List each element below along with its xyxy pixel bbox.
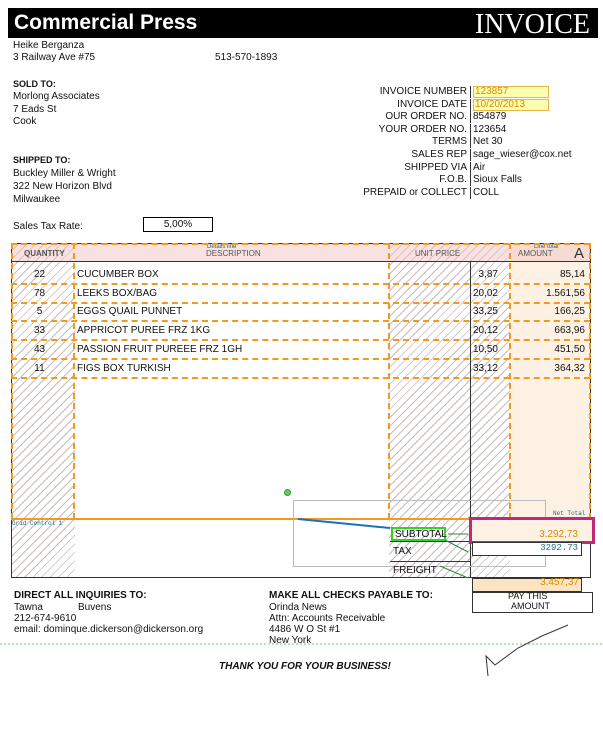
detail-value[interactable]: Net 30: [473, 136, 503, 148]
col-unit-price: UNIT PRICE: [415, 249, 461, 258]
tax-value[interactable]: 3292.73: [472, 542, 582, 556]
cell-unit-price: 33,25: [472, 306, 498, 318]
inquiries-email: email: dominque.dickerson@dickerson.org: [14, 624, 204, 635]
payable-city: New York: [269, 635, 312, 646]
detail-label: YOUR ORDER NO.: [378, 123, 467, 135]
connector-line: [298, 519, 390, 528]
company-contact: Heike Berganza: [13, 40, 85, 51]
pay-label-2: AMOUNT: [511, 601, 550, 611]
payable-name: Orinda News: [269, 602, 327, 613]
tax-rate-field[interactable]: 5,00%: [143, 217, 213, 232]
tax-label: TAX: [393, 546, 412, 557]
a-mark: A: [574, 245, 585, 262]
cell-description: PASSION FRUIT PUREEE FRZ 1GH: [77, 343, 243, 355]
thank-you: THANK YOU FOR YOUR BUSINESS!: [219, 661, 391, 672]
detail-value[interactable]: Sioux Falls: [473, 174, 522, 186]
freight-label: FREIGHT: [393, 565, 437, 576]
line-total-tag: Line total: [534, 244, 559, 250]
detail-label: SALES REP: [411, 149, 467, 160]
cell-unit-price: 20,02: [472, 287, 498, 299]
net-total-tag: Net Total: [553, 510, 586, 517]
detail-value[interactable]: 854879: [473, 111, 507, 123]
inquiries-last: Buvens: [78, 602, 112, 613]
cell-quantity: 78: [33, 287, 46, 299]
detail-label: INVOICE NUMBER: [379, 86, 467, 97]
cell-description: EGGS QUAIL PUNNET: [77, 306, 183, 318]
detail-label: SHIPPED VIA: [404, 161, 467, 173]
payable-label: MAKE ALL CHECKS PAYABLE TO:: [269, 590, 433, 601]
cell-amount: 1.561,56: [546, 287, 585, 299]
inquiries-first: Tawna: [14, 602, 43, 613]
sold-to-city: Cook: [13, 116, 37, 127]
invoice-title: INVOICE: [474, 9, 590, 40]
col-quantity: QUANTITY: [24, 249, 65, 258]
cell-amount: 364,32: [554, 362, 585, 374]
detail-value[interactable]: COLL: [473, 186, 500, 198]
detail-label: PREPAID or COLLECT: [363, 186, 467, 198]
signature-mark: [486, 625, 568, 676]
detail-value[interactable]: sage_wieser@cox.net: [473, 149, 572, 160]
company-address: 3 Railway Ave #75: [13, 52, 96, 63]
cell-description: FIGS BOX TURKISH: [77, 362, 171, 374]
subtotal-value[interactable]: 3.292,73: [469, 517, 595, 544]
shipped-to-name: Buckley Miller & Wright: [13, 168, 116, 179]
sold-to-street: 7 Eads St: [13, 104, 57, 115]
connector-freight: [440, 566, 468, 578]
shipped-to-label: SHIPPED TO:: [13, 155, 71, 165]
sold-to-label: SOLD TO:: [13, 79, 56, 89]
details-line-tag: Details line: [207, 244, 237, 250]
company-name: Commercial Press: [14, 11, 198, 34]
detail-value[interactable]: 123857: [473, 86, 549, 98]
inquiries-phone: 212-674-9610: [14, 613, 77, 624]
pay-label-1: PAY THIS: [508, 591, 548, 601]
cell-description: LEEKS BOX/BAG: [77, 287, 158, 299]
detail-label: F.O.B.: [439, 174, 467, 186]
cell-unit-price: 3,87: [478, 269, 498, 280]
cell-quantity: 5: [36, 306, 43, 318]
detail-label: TERMS: [432, 136, 467, 148]
col-description: DESCRIPTION: [206, 249, 261, 258]
connector-tax: [445, 540, 468, 552]
subtotal-label: SUBTOTAL: [391, 527, 446, 541]
detail-value[interactable]: 123654: [473, 123, 507, 135]
cell-amount: 166,25: [554, 306, 585, 318]
cell-description: CUCUMBER BOX: [77, 269, 159, 280]
payable-street: 4486 W O St #1: [269, 624, 341, 635]
total-value[interactable]: 3.457,37: [540, 577, 579, 588]
cell-amount: 85,14: [559, 269, 585, 280]
cell-quantity: 11: [34, 362, 45, 374]
grid-control-tag: Grid Control 1: [12, 520, 63, 527]
cell-unit-price: 10,50: [472, 343, 498, 355]
detail-label: INVOICE DATE: [397, 98, 467, 110]
detail-label: OUR ORDER NO.: [385, 111, 467, 123]
payable-attn: Attn: Accounts Receivable: [269, 613, 386, 624]
col-amount: AMOUNT: [518, 249, 553, 258]
cell-amount: 451,50: [554, 343, 585, 355]
inquiries-label: DIRECT ALL INQUIRIES TO:: [14, 590, 147, 601]
cell-unit-price: 20,12: [472, 325, 498, 337]
cell-unit-price: 33,12: [472, 362, 498, 374]
cell-quantity: 33: [33, 325, 46, 337]
sold-to-name: Morlong Associates: [13, 91, 100, 102]
detail-value[interactable]: Air: [473, 161, 486, 173]
cell-quantity: 43: [33, 343, 46, 355]
company-phone: 513-570-1893: [215, 52, 278, 63]
shipped-to-street: 322 New Horizon Blvd: [13, 181, 112, 192]
cell-description: APPRICOT PUREE FRZ 1KG: [77, 325, 211, 337]
shipped-to-city: Milwaukee: [13, 194, 61, 205]
cell-amount: 663,96: [554, 325, 585, 337]
cell-quantity: 22: [33, 269, 46, 280]
detail-value[interactable]: 10/20/2013: [473, 99, 549, 111]
tax-rate-label: Sales Tax Rate:: [13, 221, 83, 232]
